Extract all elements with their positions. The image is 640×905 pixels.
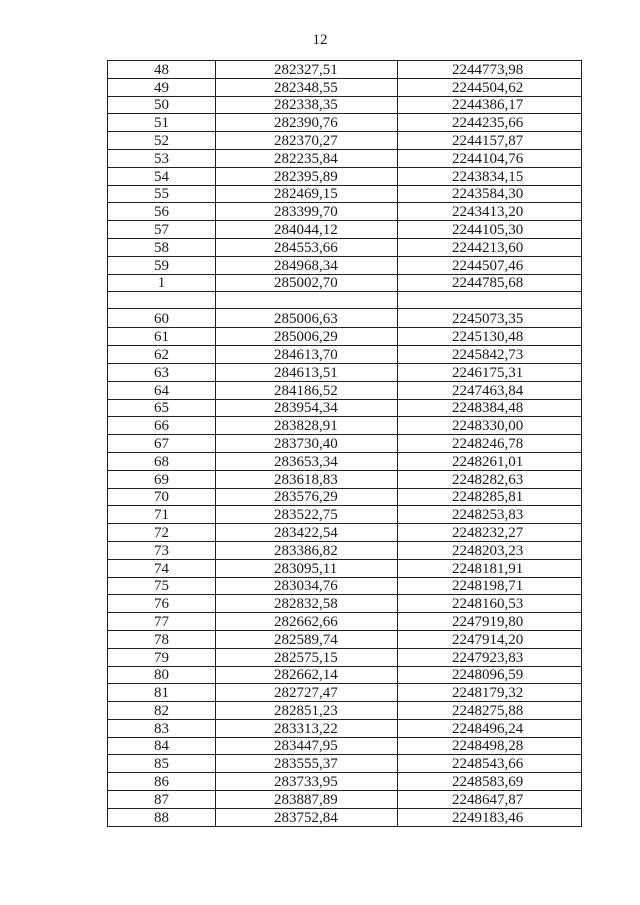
table-row: [108, 452, 582, 470]
point-number-cell: 59: [108, 256, 216, 274]
point-number-cell: 49: [108, 78, 216, 96]
point-number-cell: 51: [108, 114, 216, 132]
y-coordinate-cell: 2248498,28: [398, 737, 582, 755]
x-coordinate-cell: 283313,22: [216, 719, 398, 737]
y-coordinate-cell: 2248543,66: [398, 755, 582, 773]
y-coordinate-cell: 2245073,35: [398, 309, 582, 328]
table-row: [108, 737, 582, 755]
table-row: [108, 791, 582, 809]
point-number-cell: 52: [108, 132, 216, 150]
point-number-cell: 54: [108, 167, 216, 185]
x-coordinate-cell: 283576,29: [216, 488, 398, 506]
y-coordinate-cell: 2248179,32: [398, 684, 582, 702]
x-coordinate-cell: 283034,76: [216, 577, 398, 595]
table-row: [108, 221, 582, 239]
x-coordinate-cell: 282370,27: [216, 132, 398, 150]
point-number-cell: 76: [108, 595, 216, 613]
y-coordinate-cell: 2244157,87: [398, 132, 582, 150]
x-coordinate-cell: 282348,55: [216, 78, 398, 96]
x-coordinate-cell: 283752,84: [216, 808, 398, 826]
y-coordinate-cell: 2243584,30: [398, 185, 582, 203]
x-coordinate-cell: 284613,70: [216, 346, 398, 364]
y-coordinate-cell: 2248203,23: [398, 541, 582, 559]
table-row: [108, 702, 582, 720]
table-row: [108, 96, 582, 114]
x-coordinate-cell: 284044,12: [216, 221, 398, 239]
y-coordinate-cell: 2244504,62: [398, 78, 582, 96]
point-number-cell: 61: [108, 328, 216, 346]
x-coordinate-cell: 283618,83: [216, 470, 398, 488]
y-coordinate-cell: 2248160,53: [398, 595, 582, 613]
y-coordinate-cell: 2248246,78: [398, 435, 582, 453]
table-row: [108, 363, 582, 381]
table-row: [108, 61, 582, 79]
table-row: [108, 381, 582, 399]
x-coordinate-cell: 283733,95: [216, 773, 398, 791]
x-coordinate-cell: 283422,54: [216, 524, 398, 542]
y-coordinate-cell: [398, 292, 582, 309]
y-coordinate-cell: 2244785,68: [398, 274, 582, 292]
table-row: [108, 78, 582, 96]
table-row: [108, 132, 582, 150]
x-coordinate-cell: 283095,11: [216, 559, 398, 577]
y-coordinate-cell: 2244386,17: [398, 96, 582, 114]
y-coordinate-cell: 2247923,83: [398, 648, 582, 666]
table-row: [108, 524, 582, 542]
point-number-cell: 84: [108, 737, 216, 755]
point-number-cell: 48: [108, 61, 216, 79]
x-coordinate-cell: 283730,40: [216, 435, 398, 453]
table-row: [108, 613, 582, 631]
x-coordinate-cell: 283887,89: [216, 791, 398, 809]
y-coordinate-cell: 2248583,69: [398, 773, 582, 791]
point-number-cell: 60: [108, 309, 216, 328]
y-coordinate-cell: 2248181,91: [398, 559, 582, 577]
point-number-cell: 83: [108, 719, 216, 737]
x-coordinate-cell: 282469,15: [216, 185, 398, 203]
table-row: [108, 435, 582, 453]
table-row: [108, 506, 582, 524]
table-row: [108, 328, 582, 346]
y-coordinate-cell: 2245842,73: [398, 346, 582, 364]
y-coordinate-cell: 2248096,59: [398, 666, 582, 684]
table-row: [108, 577, 582, 595]
point-number-cell: 85: [108, 755, 216, 773]
y-coordinate-cell: 2248647,87: [398, 791, 582, 809]
x-coordinate-cell: 282327,51: [216, 61, 398, 79]
x-coordinate-cell: [216, 292, 398, 309]
point-number-cell: 57: [108, 221, 216, 239]
y-coordinate-cell: 2244235,66: [398, 114, 582, 132]
table-row: [108, 417, 582, 435]
point-number-cell: 53: [108, 149, 216, 167]
point-number-cell: 65: [108, 399, 216, 417]
coordinates-table-body: [108, 61, 582, 827]
y-coordinate-cell: 2248253,83: [398, 506, 582, 524]
table-row: [108, 648, 582, 666]
table-row: [108, 274, 582, 292]
x-coordinate-cell: 283954,34: [216, 399, 398, 417]
point-number-cell: 69: [108, 470, 216, 488]
table-row: [108, 666, 582, 684]
point-number-cell: 77: [108, 613, 216, 631]
table-row: [108, 167, 582, 185]
table-row: [108, 114, 582, 132]
y-coordinate-cell: 2248496,24: [398, 719, 582, 737]
y-coordinate-cell: 2244213,60: [398, 238, 582, 256]
point-number-cell: 62: [108, 346, 216, 364]
point-number-cell: 50: [108, 96, 216, 114]
y-coordinate-cell: 2248198,71: [398, 577, 582, 595]
x-coordinate-cell: 282338,35: [216, 96, 398, 114]
point-number-cell: 78: [108, 630, 216, 648]
y-coordinate-cell: 2244773,98: [398, 61, 582, 79]
table-row: [108, 488, 582, 506]
point-number-cell: 88: [108, 808, 216, 826]
y-coordinate-cell: 2248275,88: [398, 702, 582, 720]
point-number-cell: 66: [108, 417, 216, 435]
x-coordinate-cell: 284968,34: [216, 256, 398, 274]
x-coordinate-cell: 282851,23: [216, 702, 398, 720]
y-coordinate-cell: 2243834,15: [398, 167, 582, 185]
y-coordinate-cell: 2247463,84: [398, 381, 582, 399]
y-coordinate-cell: 2244104,76: [398, 149, 582, 167]
table-row: [108, 630, 582, 648]
point-number-cell: 67: [108, 435, 216, 453]
table-row: [108, 755, 582, 773]
x-coordinate-cell: 282832,58: [216, 595, 398, 613]
x-coordinate-cell: 282395,89: [216, 167, 398, 185]
table-row: [108, 203, 582, 221]
point-number-cell: 82: [108, 702, 216, 720]
table-row: [108, 719, 582, 737]
point-number-cell: 80: [108, 666, 216, 684]
y-coordinate-cell: 2243413,20: [398, 203, 582, 221]
x-coordinate-cell: 283555,37: [216, 755, 398, 773]
x-coordinate-cell: 285006,29: [216, 328, 398, 346]
x-coordinate-cell: 282390,76: [216, 114, 398, 132]
x-coordinate-cell: 283828,91: [216, 417, 398, 435]
table-row: [108, 346, 582, 364]
x-coordinate-cell: 282662,14: [216, 666, 398, 684]
x-coordinate-cell: 282575,15: [216, 648, 398, 666]
x-coordinate-cell: 285006,63: [216, 309, 398, 328]
table-row: [108, 808, 582, 826]
point-number-cell: 55: [108, 185, 216, 203]
coordinates-table: [107, 60, 582, 827]
y-coordinate-cell: 2248261,01: [398, 452, 582, 470]
point-number-cell: 68: [108, 452, 216, 470]
point-number-cell: 87: [108, 791, 216, 809]
table-row: [108, 149, 582, 167]
point-number-cell: 74: [108, 559, 216, 577]
table-row: [108, 238, 582, 256]
x-coordinate-cell: 282662,66: [216, 613, 398, 631]
y-coordinate-cell: 2249183,46: [398, 808, 582, 826]
point-number-cell: 58: [108, 238, 216, 256]
y-coordinate-cell: 2244507,46: [398, 256, 582, 274]
table-row: [108, 773, 582, 791]
point-number-cell: 81: [108, 684, 216, 702]
y-coordinate-cell: 2248285,81: [398, 488, 582, 506]
x-coordinate-cell: 283522,75: [216, 506, 398, 524]
page-number: 12: [312, 32, 328, 48]
table-row: [108, 595, 582, 613]
y-coordinate-cell: 2247914,20: [398, 630, 582, 648]
point-number-cell: 1: [108, 274, 216, 292]
point-number-cell: 63: [108, 363, 216, 381]
y-coordinate-cell: 2246175,31: [398, 363, 582, 381]
point-number-cell: 79: [108, 648, 216, 666]
point-number-cell: 75: [108, 577, 216, 595]
y-coordinate-cell: 2244105,30: [398, 221, 582, 239]
x-coordinate-cell: 284613,51: [216, 363, 398, 381]
point-number-cell: 72: [108, 524, 216, 542]
y-coordinate-cell: 2245130,48: [398, 328, 582, 346]
y-coordinate-cell: 2248330,00: [398, 417, 582, 435]
table-row: [108, 256, 582, 274]
x-coordinate-cell: 282727,47: [216, 684, 398, 702]
x-coordinate-cell: 282589,74: [216, 630, 398, 648]
point-number-cell: 70: [108, 488, 216, 506]
x-coordinate-cell: 283653,34: [216, 452, 398, 470]
table-row: [108, 541, 582, 559]
table-row: [108, 309, 582, 328]
x-coordinate-cell: 282235,84: [216, 149, 398, 167]
point-number-cell: 71: [108, 506, 216, 524]
table-row: [108, 559, 582, 577]
point-number-cell: 56: [108, 203, 216, 221]
table-row: [108, 185, 582, 203]
x-coordinate-cell: 283399,70: [216, 203, 398, 221]
point-number-cell: 73: [108, 541, 216, 559]
point-number-cell: 86: [108, 773, 216, 791]
y-coordinate-cell: 2248232,27: [398, 524, 582, 542]
table-row: [108, 399, 582, 417]
table-row: [108, 684, 582, 702]
x-coordinate-cell: 285002,70: [216, 274, 398, 292]
x-coordinate-cell: 284186,52: [216, 381, 398, 399]
table-row: [108, 470, 582, 488]
x-coordinate-cell: 284553,66: [216, 238, 398, 256]
y-coordinate-cell: 2248282,63: [398, 470, 582, 488]
x-coordinate-cell: 283386,82: [216, 541, 398, 559]
y-coordinate-cell: 2247919,80: [398, 613, 582, 631]
y-coordinate-cell: 2248384,48: [398, 399, 582, 417]
point-number-cell: 64: [108, 381, 216, 399]
table-row: [108, 292, 582, 309]
point-number-cell: [108, 292, 216, 309]
x-coordinate-cell: 283447,95: [216, 737, 398, 755]
